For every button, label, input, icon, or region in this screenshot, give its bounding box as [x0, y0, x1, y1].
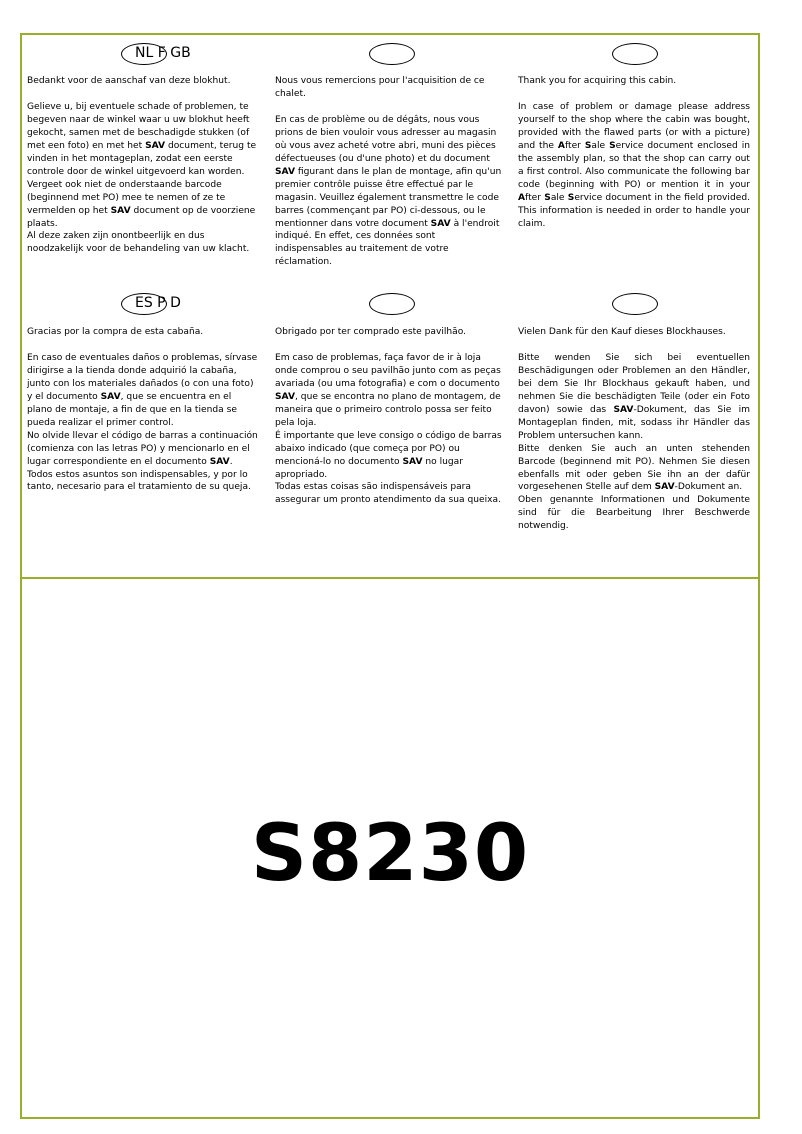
bold-term: SAV: [209, 456, 230, 467]
bold-term: SAV: [145, 140, 166, 151]
bold-term: SAV: [275, 391, 296, 402]
bold-term: SAV: [110, 205, 131, 216]
bold-term: SAV: [275, 166, 296, 177]
bold-term: SAV: [430, 218, 451, 229]
instructions-panel: [20, 33, 760, 577]
text-column: [275, 75, 505, 269]
text-column: [518, 326, 750, 533]
column-lead: Vielen Dank für den Kauf dieses Blockhauses.: [518, 327, 726, 337]
bold-term: SAV: [402, 456, 423, 467]
language-label: NL F GB: [135, 45, 191, 61]
language-badge-empty: [369, 293, 415, 315]
column-paragraph: En cas de problème ou de dégâts, nous vous prions de bien vouloir vous adresser au magasin où vous avez acheté votre abri, muni des pièces défectueuses (ou d'une photo) et du document SAV figurant dans le plan de montage, afin qu'un premier contrôle puisse être effectué par le magasin. Veuillez également transmettre le code barres (commençant par PO) ci-dessous, ou le mentionner dans votre document SAV à l'endroit indiqué. En effet, ces données sont indispensables au traitement de votre réclamation.: [275, 114, 502, 268]
bold-term: S: [544, 192, 551, 203]
text-column: [518, 75, 750, 230]
column-lead: Obrigado por ter comprado este pavilhão.: [275, 327, 467, 337]
column-paragraph: Bitte denken Sie auch an unten stehenden Barcode (beginnend mit PO). Nehmen Sie diesen ebenfalls mit oder geben Sie ihn an der dafür vorgesehenen Stelle auf dem SAV-Dokument an.: [518, 443, 750, 493]
language-row-2: [22, 293, 758, 317]
column-paragraph: Todos estos asuntos son indispensables, y por lo tanto, necesario para el tratamiento de su queja.: [27, 469, 251, 493]
column-paragraph: É importante que leve consigo o código de barras abaixo indicado (que começa por PO) ou mencioná-lo no documento SAV no lugar apropriado.: [275, 430, 502, 480]
language-label: ES P D: [135, 295, 181, 311]
language-badge-empty: [612, 293, 658, 315]
bold-term: A: [557, 140, 565, 151]
text-column: [27, 75, 259, 256]
column-paragraph: Vergeet ook niet de onderstaande barcode (beginnend met PO) mee te nemen of ze te vermelden op het SAV document op de voorziene plaats.: [27, 179, 256, 229]
column-paragraph: En caso de eventuales daños o problemas, sírvase dirigirse a la tienda donde adquirió la cabaña, junto con los materiales dañados (o con una foto) y el documento SAV, que se encuentra en el plano de montaje, a fin de que en la tienda se pueda realizar el primer control.: [27, 352, 258, 428]
bold-term: A: [518, 192, 526, 203]
product-code-panel: [20, 577, 760, 1119]
bold-term: SAV: [654, 482, 675, 493]
product-code: S8230: [250, 809, 530, 899]
column-paragraph: Gelieve u, bij eventuele schade of problemen, te begeven naar de winkel waar u uw blokhut heeft gekocht, samen met de beschadigde stukken (of met een foto) en met het SAV document, terug te vinden in het montageplan, zodat een eerste controle door de winkel uitgevoerd kan worden.: [27, 101, 257, 177]
language-badge-empty: [612, 43, 658, 65]
bold-term: S: [609, 140, 616, 151]
text-column: [27, 326, 259, 494]
language-badge-empty: [369, 43, 415, 65]
column-paragraph: Todas estas coisas são indispensáveis para assegurar um pronto atendimento da sua queixa.: [275, 482, 502, 506]
column-paragraph: Al deze zaken zijn onontbeerlijk en dus noodzakelijk voor de behandeling van uw klacht.: [27, 231, 250, 255]
bold-term: SAV: [100, 391, 121, 402]
column-lead: Gracias por la compra de esta cabaña.: [27, 327, 204, 337]
bold-term: S: [567, 192, 575, 203]
bold-term: SAV: [613, 404, 634, 415]
column-paragraph: Oben genannte Informationen und Dokumente sind für die Bearbeitung Ihrer Beschwerde notwendig.: [518, 495, 750, 532]
column-lead: Nous vous remercions pour l'acquisition de ce chalet.: [275, 76, 485, 99]
language-row-1: [22, 43, 758, 67]
bold-term: S: [584, 140, 592, 151]
column-lead: Bedankt voor de aanschaf van deze blokhut.: [27, 76, 231, 86]
column-paragraph: In case of problem or damage please address yourself to the shop where the cabin was bought, provided with the flawed parts (or with a picture) and the After Sale Service document enclosed in the assembly plan, so that the shop can carry out a first control. Also communicate the following bar code (beginning with PO) or mention it in your After Sale Service document in the field provided. This information is needed in order to handle your claim.: [518, 101, 750, 229]
column-paragraph: Bitte wenden Sie sich bei eventuellen Beschädigungen oder Problemen an den Händler, bei dem Sie Ihr Blockhaus gekauft haben, und nehmen Sie die beschädigten Teile (oder ein Foto davon) sowie das SAV-Dokument, das Sie im Montageplan finden, mit, sodass ihr Händler das Problem untersuchen kann.: [518, 352, 750, 441]
column-paragraph: Em caso de problemas, faça favor de ir à loja onde comprou o seu pavilhão junto com as peças avariada (ou uma fotografia) e com o documento SAV, que se encontra no plano de montagem, de maneira que o primeiro controlo possa ser feito pela loja.: [275, 352, 501, 428]
text-column: [275, 326, 505, 507]
column-paragraph: No olvide llevar el código de barras a continuación (comienza con las letras PO) y mencionarlo en el lugar correspondiente en el documento SAV.: [27, 430, 258, 467]
column-lead: Thank you for acquiring this cabin.: [518, 76, 677, 86]
